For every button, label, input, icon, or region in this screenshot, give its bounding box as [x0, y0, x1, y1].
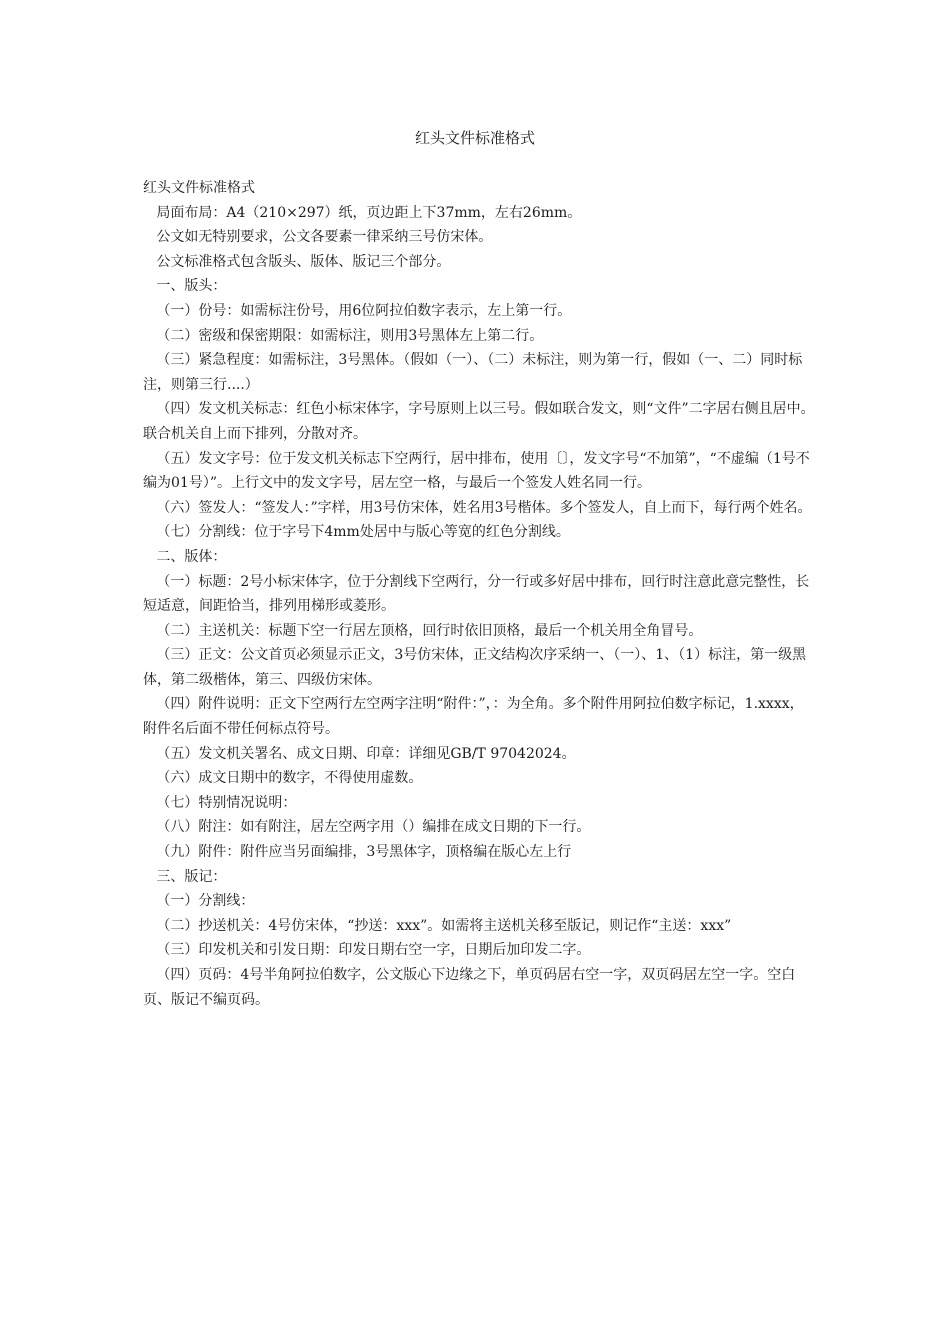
paragraph-signature-date-seal: （五）发文机关署名、成文日期、印章：详细见GB/T 97042024。: [143, 745, 576, 762]
paragraph-cc-recipients: （二）抄送机关：4号仿宋体，“抄送：xxx”。如需将主送机关移至版记，则记作“主送：xxx”: [143, 917, 732, 934]
paragraph-footer-divider: （一）分割线：: [143, 893, 255, 910]
body-heading: 红头文件标准格式: [143, 180, 255, 196]
paragraph-page-number: （四）页码：4号半角阿拉伯数字，公文版心下边缘之下，单页码居右空一字，双页码居左空一字。空白页、版记不编页码。: [143, 967, 796, 1008]
paragraph-annotation: （八）附注：如有附注，居左空两字用（）编排在成文日期的下一行。: [143, 819, 591, 836]
paragraph-urgency: （三）紧急程度：如需标注，3号黑体。（假如（一）、（二）未标注，则为第一行，假如（一、二）同时标注，则第三行....）: [143, 352, 803, 393]
section-heading-banhead: 一、版头：: [143, 278, 227, 295]
paragraph-divider-line: （七）分割线：位于字号下4mm处居中与版心等宽的红色分割线。: [143, 524, 570, 541]
paragraph-copy-number: （一）份号：如需标注份号，用6位阿拉伯数字表示，左上第一行。: [143, 302, 572, 319]
document-body: [143, 176, 815, 1012]
paragraph-main-recipient: （二）主送机关：标题下空一行居左顶格，回行时依旧顶格，最后一个机关用全角冒号。: [143, 622, 703, 639]
section-heading-banji: 三、版记：: [143, 868, 227, 885]
paragraph-body-title: （一）标题：2号小标宋体字，位于分割线下空两行，分一行或多好居中排布，回行时注意此意完整性，长短适意，间距恰当，排列用梯形或菱形。: [143, 573, 810, 615]
document-title: 红头文件标准格式: [414, 129, 535, 147]
paragraph-date-digits: （六）成文日期中的数字，不得使用虚数。: [143, 770, 423, 787]
paragraph-signer: （六）签发人：“签发人：”字样，用3号仿宋体，姓名用3号楷体。多个签发人，自上而下，每行两个姓名。: [143, 499, 812, 516]
paragraph-issuer-mark: （四）发文机关标志：红色小标宋体字，字号原则上以三号。假如联合发文，则“文件”二字居右侧且居中。联合机关自上而下排列，分散对齐。: [143, 401, 815, 442]
paragraph-document-number: （五）发文字号：位于发文机关标志下空两行，居中排布，使用〔〕，发文字号“不加第”，“不虚编（1号不编为01号）”。上行文中的发文字号，居左空一格，与最后一个签发人姓名同一行。: [143, 450, 810, 492]
paragraph-security-level: （二）密级和保密期限：如需标注，则用3号黑体左上第二行。: [143, 327, 544, 344]
paragraph-attachment: （九）附件：附件应当另面编排，3号黑体字，顶格编在版心左上行: [143, 844, 572, 861]
paragraph-layout: 局面布局：A4（210×297）纸，页边距上下37mm，左右26mm。: [143, 204, 582, 221]
paragraph-special-notes: （七）特别情况说明：: [143, 794, 297, 811]
paragraph-print-issuer-date: （三）印发机关和引发日期：印发日期右空一字，日期后加印发二字。: [143, 942, 591, 959]
section-heading-banti: 二、版体：: [143, 548, 227, 565]
paragraph-attachment-note: （四）附件说明：正文下空两行左空两字注明“附件：”，：为全角。多个附件用阿拉伯数字标记，1.xxxx，附件名后面不带任何标点符号。: [143, 696, 804, 738]
paragraph-format-parts: 公文标准格式包含版头、版体、版记三个部分。: [143, 253, 451, 270]
paragraph-font-requirement: 公文如无特别要求，公文各要素一律采纳三号仿宋体。: [143, 229, 493, 246]
paragraph-main-text: （三）正文：公文首页必须显示正文，3号仿宋体，正文结构次序采纳一、（一）、1、（1）标注，第一级黑体，第二级楷体，第三、四级仿宋体。: [143, 647, 807, 688]
